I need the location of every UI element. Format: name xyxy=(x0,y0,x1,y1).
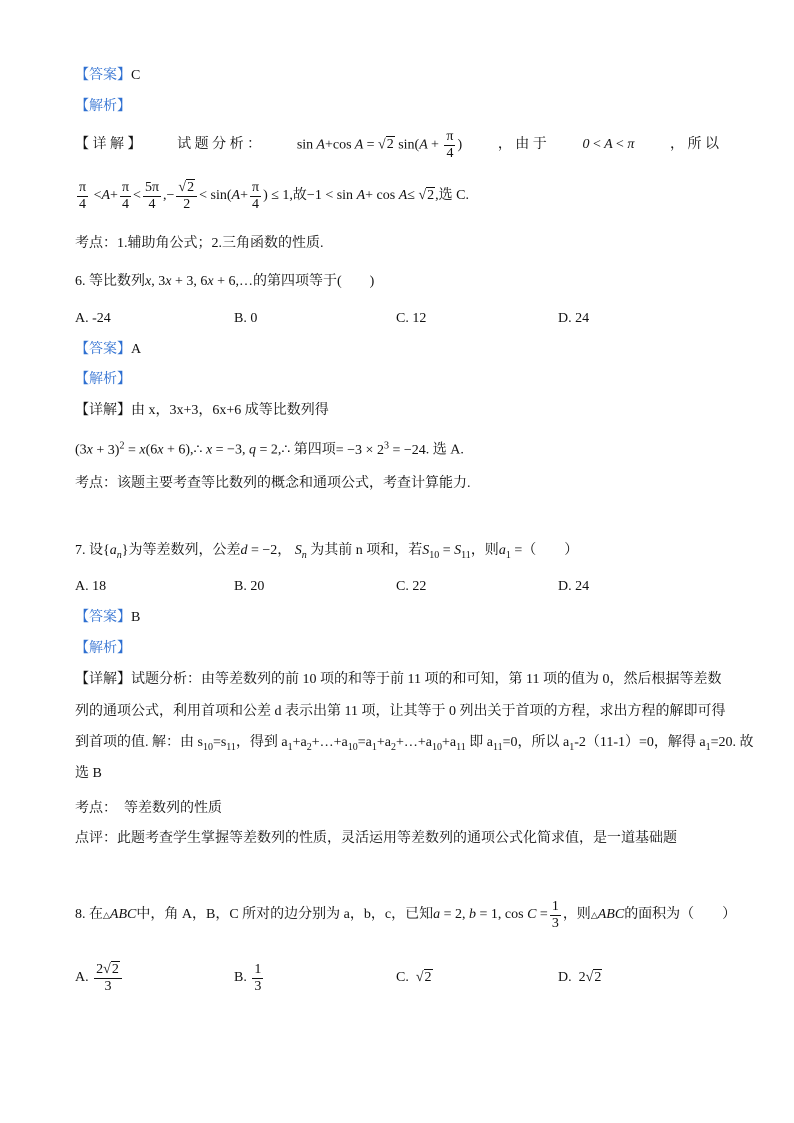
q8-option-c: C. √2 xyxy=(396,958,433,998)
detail-mid: ， 由 于 xyxy=(497,137,547,152)
detail-text: =20. 故 xyxy=(710,735,754,750)
detail-text: =a xyxy=(357,735,372,750)
q7-analysis-tag: 【解析】 xyxy=(75,641,131,656)
q6-option-c: C. 12 xyxy=(396,311,427,326)
q6-option-d: D. 24 xyxy=(558,311,590,326)
formula-sin-cos: sin A+cos A = √2 sin(A + $\frac{\pi}{4}$ ) xyxy=(296,128,463,161)
detail-text: 即 a xyxy=(465,735,493,750)
q7-option-d: D. 24 xyxy=(558,579,590,594)
q7-detail-2: 列的通项公式，利用首项和公差 d 表示出第 11 项，让其等于 0 列出关于首项的方程，求出方程的解即可得 xyxy=(75,704,726,719)
formula-end: . 选 A. xyxy=(425,442,464,458)
q6-option-a: A. -24 xyxy=(75,311,111,326)
formula-text: 第四项 xyxy=(293,442,336,458)
q6-formula: $(3x + 3)^2 = x(6x$ + 6),∴ x = −3, q = 2,∴ 第四项= $-3 \times 2^3 = -24$. 选 A. xyxy=(75,440,464,458)
detail-text: =s xyxy=(212,735,227,750)
stem-suffix: ,…的第四项等于( ) xyxy=(235,274,375,289)
answer-tag: 【答案】 xyxy=(75,610,131,625)
option-label: D. xyxy=(558,970,572,985)
q5-kaodian: 考点：1.辅助角公式；2.三角函数的性质. xyxy=(75,236,324,251)
stem-end: 的面积为（ ） xyxy=(624,907,737,922)
answer-tag: 【答案】 xyxy=(75,68,131,83)
option-label: A. xyxy=(75,970,89,985)
detail-text: =0，所以 a xyxy=(502,735,570,750)
detail-text: +a xyxy=(442,735,457,750)
stem-text: ，则 xyxy=(470,543,499,558)
q6-stem xyxy=(75,272,374,292)
stem-prefix: 7. 设{ xyxy=(75,543,110,558)
q8-option-a: A. $\frac{2√2}{3}$ xyxy=(75,958,124,998)
q5-formula-line: $\frac{\pi}{4}$ < A + $\frac{\pi}{4}$ < $\frac{5\pi}{4}$ ,− $\frac{√2}{2}$ < sin( A + $\frac{\pi}{4}$ ) ≤ 1 ,故 −1 < sin A + cos A ≤ √2 ,选 C. xyxy=(79,179,469,212)
q7-answer-line xyxy=(75,608,140,628)
q6-analysis-tag: 【解析】 xyxy=(75,372,131,387)
answer-value: C xyxy=(131,68,141,83)
detail-text: +…+a xyxy=(311,735,348,750)
q5-answer-line xyxy=(75,66,140,86)
q5-detail-line xyxy=(75,130,719,160)
stem-end: （ ） xyxy=(522,543,579,558)
q6-detail: 【详解】由 x，3x+3，6x+6 成等比数列得 xyxy=(75,403,329,418)
detail-end: ， 所 以 xyxy=(670,137,719,152)
stem-prefix: 8. 在 xyxy=(75,907,103,922)
answer-value: B xyxy=(131,610,141,625)
detail-text: ，得到 a xyxy=(235,735,288,750)
q7-detail-3: 到首项的值. 解：由 $s_{10}=s_{11}$，得到 $a_1+a_2+\dots+a_{10}=a_1+a_2+\dots+a_{10}+a_{11}$ 即 $a_{11}=0$，所以 $a_1-2(11-1)=0$，解得 $a_1=20$. 故 xyxy=(75,735,754,753)
q6-answer-line xyxy=(75,340,141,360)
detail-text: -2（11-1）=0，解得 a xyxy=(574,735,706,750)
detail-tag: 【 详 解 】 xyxy=(75,137,142,152)
option-label: C. xyxy=(396,970,409,985)
stem-text: 为其前 n 项和，若 xyxy=(310,543,423,558)
q7-detail-1: 【详解】试题分析：由等差数列的前 10 项的和等于前 11 项的和可知，第 11 项的值为 0，然后根据等差数 xyxy=(75,672,722,687)
q6-option-b: B. 0 xyxy=(234,311,258,326)
sequence-formula: x, 3x + 3, 6x + 6 xyxy=(145,274,236,289)
detail-text: +…+a xyxy=(396,735,433,750)
detail-text: 到首项的值. 解：由 s xyxy=(75,735,203,750)
detail-text: +a xyxy=(376,735,391,750)
q7-detail-4: 选 B xyxy=(75,766,102,781)
q7-option-a: A. 18 xyxy=(75,579,107,594)
detail-intro: 试 题 分 析 ： xyxy=(177,137,262,152)
conclusion-end: ,选 C. xyxy=(435,188,469,203)
q7-option-b: B. 20 xyxy=(234,579,265,594)
q7-dianping: 点评：此题考查学生掌握等差数列的性质，灵活运用等差数列的通项公式化简求值，是一道基础题 xyxy=(75,831,677,846)
q5-analysis-tag: 【解析】 xyxy=(75,99,131,114)
stem-text: }为等差数列，公差 xyxy=(121,543,241,558)
stem-prefix: 6. 等比数列 xyxy=(75,274,145,289)
formula-range-a: 0 < A < π xyxy=(582,137,635,152)
detail-text: +a xyxy=(292,735,307,750)
q8-option-b: B. $\frac{1}{3}$ xyxy=(234,961,262,994)
answer-tag: 【答案】 xyxy=(75,342,131,357)
stem-text: 中，角 A，B，C 所对的边分别为 a，b，c，已知 xyxy=(136,907,434,922)
q8-stem: 8. 在 △ABC 中，角 A，B，C 所对的边分别为 a，b，c，已知 a = 2, b = 1, cos C = $\frac{1}{3}$ ，则 △ABC 的面积为（ ） xyxy=(75,898,737,931)
q8-option-d: D. 2√2 xyxy=(558,958,602,998)
q7-kaodian: 考点： 等差数列的性质 xyxy=(75,801,222,816)
stem-text: ，则 xyxy=(562,907,591,922)
q7-stem: 7. 设$\{a_n\}$为等差数列，公差d = −2， $S_n$ 为其前 n 项和，若$S_{10} = S_{11}$，则$a_1$ =（ ） xyxy=(75,543,579,561)
conclusion-text: ,故 xyxy=(289,188,307,203)
stem-text: ， xyxy=(277,543,292,558)
q7-option-c: C. 22 xyxy=(396,579,427,594)
answer-value: A xyxy=(131,342,142,357)
q6-kaodian: 考点：该题主要考查等比数列的概念和通项公式，考查计算能力. xyxy=(75,476,471,491)
option-label: B. xyxy=(234,970,247,985)
